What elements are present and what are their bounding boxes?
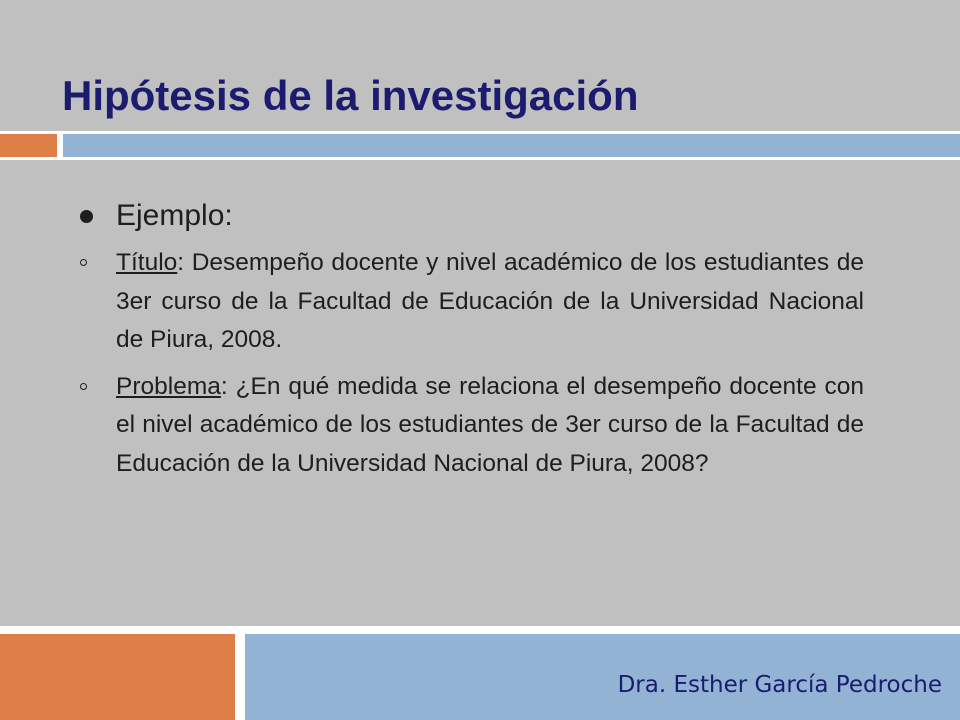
bullet-example <box>78 196 864 236</box>
ring-bullet-icon <box>80 259 87 266</box>
header-band-orange <box>0 134 57 157</box>
bullet-example-text: Ejemplo: <box>116 199 233 232</box>
header-band-blue <box>63 134 960 157</box>
problem-separator: : <box>220 372 236 400</box>
title-text: Desempeño docente y nivel académico de los estudiantes de 3er curso de la Facultad de Educación de la Universidad Nacional de Piura, 2008. <box>116 249 864 353</box>
slide-content <box>78 196 864 491</box>
ring-bullet-icon <box>80 383 87 390</box>
author-name: Dra. Esther García Pedroche <box>617 672 942 698</box>
sub-bullet-title <box>78 244 864 360</box>
title-label: Título <box>116 249 178 276</box>
slide-title: Hipótesis de la investigación <box>62 72 639 119</box>
problem-label: Problema <box>116 372 221 400</box>
title-separator: : <box>177 249 192 276</box>
filled-bullet-icon <box>80 210 93 223</box>
footer-block-orange <box>0 634 235 720</box>
sub-bullet-problem <box>78 368 864 484</box>
problem-text: ¿En qué medida se relaciona el desempeño docente con el nivel académico de los estudiantes de 3er curso de la Facultad de Educación de la Universidad Nacional de Piura, 2008? <box>116 372 864 477</box>
